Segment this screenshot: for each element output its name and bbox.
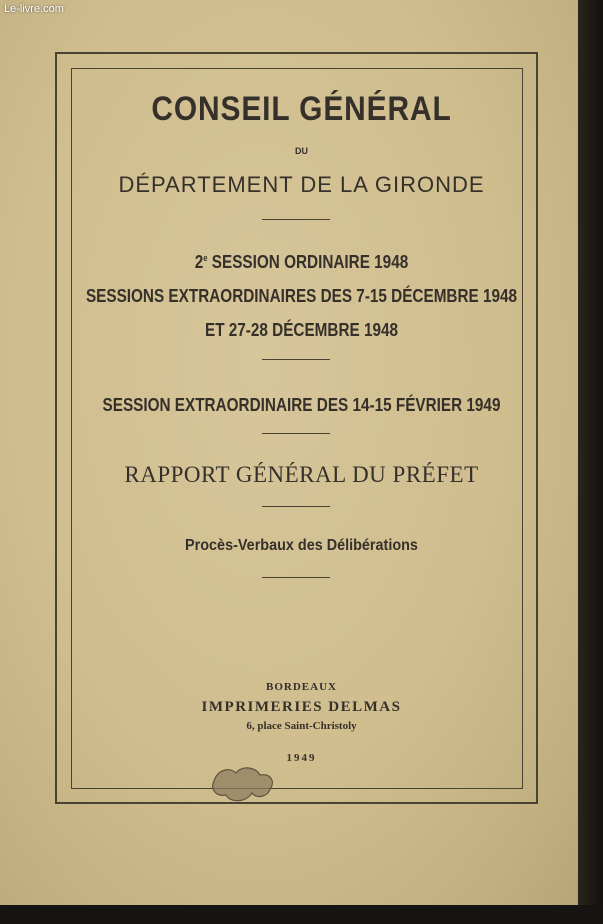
watermark: Le-livre.com [4,3,64,15]
session-ordinary [45,252,558,273]
divider-4 [262,506,330,507]
divider-2 [262,359,330,360]
report-title: RAPPORT GÉNÉRAL DU PRÉFET [124,462,479,487]
publisher-name: IMPRIMERIES DELMAS [201,699,402,715]
ink-stain-mark [208,763,278,805]
publisher-address: 6, place Saint-Christoly [246,720,357,732]
cover-du: DU [295,146,308,156]
session-extraordinary-december-2: ET 27-28 DÉCEMBRE 1948 [204,320,399,340]
background-edge-bottom [0,905,603,924]
divider-5 [262,577,330,578]
divider-1 [262,219,330,220]
publisher-city: BORDEAUX [266,681,337,693]
minutes-subtitle: Procès-Verbaux des Délibérations [185,537,418,554]
divider-3 [262,433,330,434]
cover-title: CONSEIL GÉNÉRAL [151,90,452,128]
session-extraordinary-february: SESSION EXTRAORDINAIRE DES 14-15 FÉVRIER 1949 [102,395,501,415]
cover-department: DÉPARTEMENT DE LA GIRONDE [118,172,485,197]
publication-year: 1949 [286,752,317,764]
session-ordinary-text: SESSION ORDINAIRE 1948 [207,252,409,272]
session-ordinary-number: 2 [194,252,204,272]
session-extraordinary-december: SESSIONS EXTRAORDINAIRES DES 7-15 DÉCEMBRE 1948 [85,286,518,306]
session-ordinary-suffix: e [203,253,208,263]
